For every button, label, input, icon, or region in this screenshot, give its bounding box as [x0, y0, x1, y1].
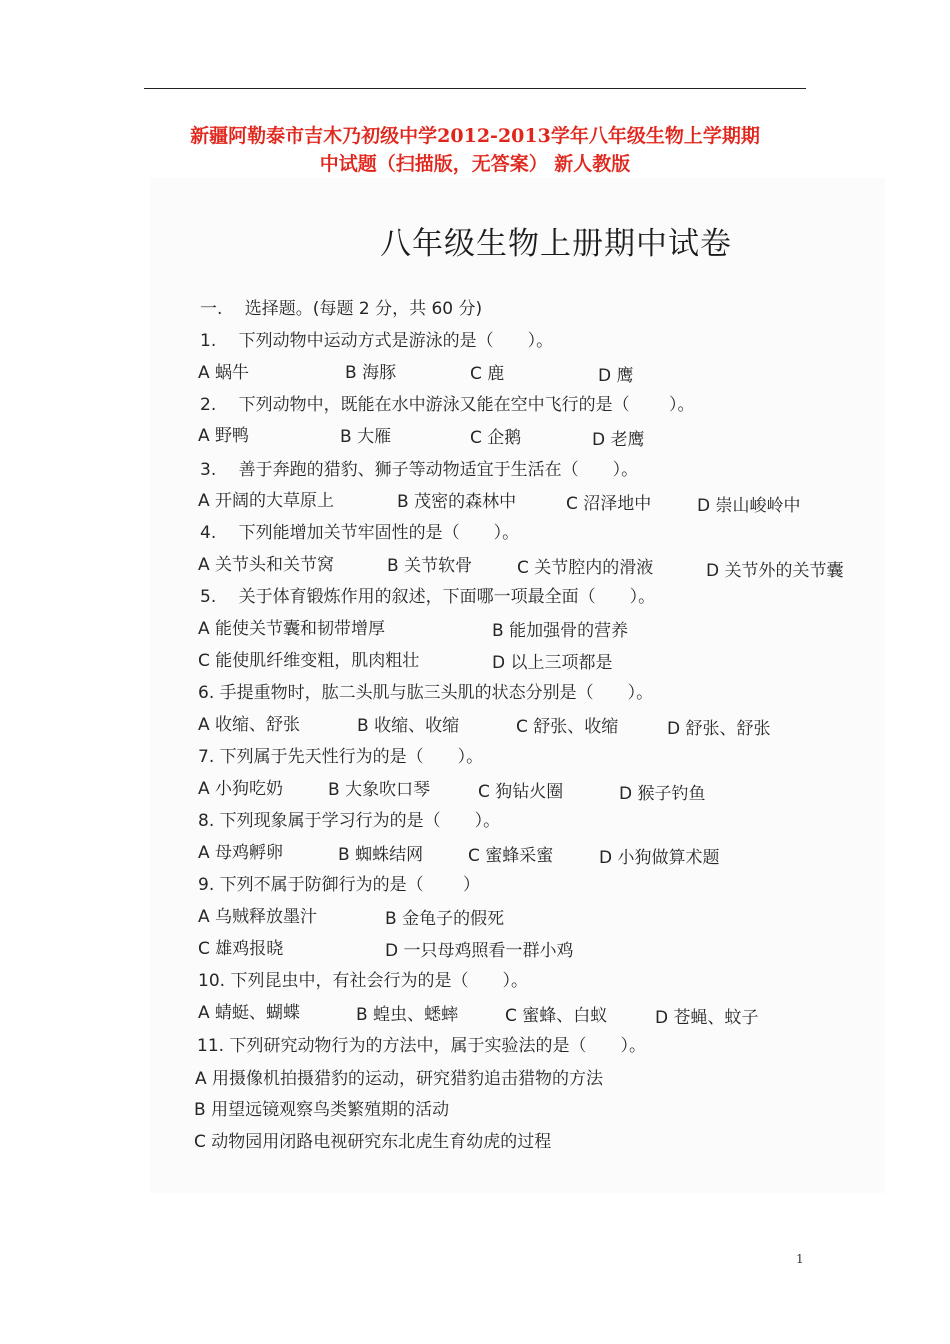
- question-7-option-d: D 猴子钓鱼: [619, 784, 706, 804]
- question-9-option-d: D 一只母鸡照看一群小鸡: [385, 941, 574, 961]
- question-9-option-c: C 雄鸡报晓: [198, 939, 284, 959]
- question-8-option-d: D 小狗做算术题: [599, 848, 720, 868]
- question-1-option-c: C 鹿: [470, 364, 505, 384]
- question-4-option-a: A 关节头和关节窝: [198, 555, 335, 575]
- question-8-stem: 8. 下列现象属于学习行为的是（ ）。: [198, 811, 501, 831]
- question-6-stem: 6. 手提重物时，肱二头肌与肱三头肌的状态分别是（ ）。: [198, 683, 654, 703]
- question-2-stem: 2. 下列动物中，既能在水中游泳又能在空中飞行的是（ ）。: [200, 395, 695, 415]
- question-9-option-a: A 乌贼释放墨汁: [198, 907, 318, 927]
- question-4-option-b: B 关节软骨: [387, 556, 473, 576]
- question-3-option-a: A 开阔的大草原上: [198, 491, 335, 511]
- question-11-option-c: C 动物园用闭路电视研究东北虎生育幼虎的过程: [194, 1132, 552, 1152]
- question-10-option-a: A 蜻蜓、蝴蝶: [198, 1003, 301, 1023]
- section-heading: 一. 选择题。(每题 2 分，共 60 分): [200, 299, 483, 319]
- question-1-stem: 1. 下列动物中运动方式是游泳的是（ ）。: [200, 331, 554, 351]
- question-5-option-a: A 能使关节囊和韧带增厚: [198, 619, 386, 639]
- question-9-option-b: B 金龟子的假死: [385, 909, 505, 929]
- question-10-option-d: D 苍蝇、蚊子: [655, 1008, 759, 1028]
- question-11-option-b: B 用望远镜观察鸟类繁殖期的活动: [194, 1100, 450, 1120]
- question-8-option-a: A 母鸡孵卵: [198, 843, 284, 863]
- question-8-option-c: C 蜜蜂采蜜: [468, 846, 554, 866]
- question-7-option-a: A 小狗吃奶: [198, 779, 284, 799]
- question-6-option-d: D 舒张、舒张: [667, 719, 771, 739]
- question-11-stem: 11. 下列研究动物行为的方法中，属于实验法的是（ ）。: [197, 1036, 646, 1056]
- question-7-option-b: B 大象吹口琴: [328, 780, 431, 800]
- document-title: [120, 122, 830, 178]
- question-9-stem: 9. 下列不属于防御行为的是（ ）: [198, 875, 481, 895]
- question-1-option-d: D 鹰: [598, 366, 634, 386]
- question-3-option-c: C 沼泽地中: [566, 494, 652, 514]
- question-2-option-c: C 企鹅: [470, 428, 522, 448]
- question-3-stem: 3. 善于奔跑的猎豹、狮子等动物适宜于生活在（ ）。: [200, 460, 639, 480]
- question-2-option-d: D 老鹰: [592, 430, 645, 450]
- question-2-option-a: A 野鸭: [198, 426, 250, 446]
- question-5-stem: 5. 关于体育锻炼作用的叙述，下面哪一项最全面（ ）。: [200, 587, 656, 607]
- question-4-stem: 4. 下列能增加关节牢固性的是（ ）。: [200, 523, 520, 543]
- question-10-stem: 10. 下列昆虫中，有社会行为的是（ ）。: [198, 971, 528, 991]
- question-6-option-a: A 收缩、舒张: [198, 715, 301, 735]
- question-11-option-a: A 用摄像机拍摄猎豹的运动，研究猎豹追击猎物的方法: [195, 1069, 604, 1089]
- header-rule: [144, 88, 806, 89]
- question-5-option-c: C 能使肌纤维变粗，肌肉粗壮: [198, 651, 420, 671]
- page-number: 1: [796, 1252, 804, 1266]
- question-5-option-b: B 能加强骨的营养: [492, 621, 629, 641]
- question-10-option-c: C 蜜蜂、白蚁: [505, 1006, 608, 1026]
- question-1-option-b: B 海豚: [345, 363, 397, 383]
- question-6-option-b: B 收缩、收缩: [357, 716, 460, 736]
- question-10-option-b: B 蝗虫、蟋蟀: [356, 1005, 459, 1025]
- exam-title: 八年级生物上册期中试卷: [380, 226, 732, 262]
- question-8-option-b: B 蜘蛛结网: [338, 845, 424, 865]
- question-4-option-d: D 关节外的关节囊: [706, 561, 844, 581]
- document-title-line-2: 中试题（扫描版，无答案） 新人教版: [319, 153, 631, 175]
- question-3-option-d: D 崇山峻岭中: [697, 496, 801, 516]
- question-5-option-d: D 以上三项都是: [492, 653, 613, 673]
- question-4-option-c: C 关节腔内的滑液: [517, 558, 654, 578]
- document-title-line-1: 新疆阿勒泰市吉木乃初级中学2012-2013学年八年级生物上学期期: [190, 125, 760, 147]
- question-7-stem: 7. 下列属于先天性行为的是（ ）。: [198, 747, 484, 767]
- question-6-option-c: C 舒张、收缩: [516, 717, 619, 737]
- question-7-option-c: C 狗钻火圈: [478, 782, 564, 802]
- question-3-option-b: B 茂密的森林中: [397, 492, 517, 512]
- question-2-option-b: B 大雁: [340, 427, 392, 447]
- question-1-option-a: A 蜗牛: [198, 363, 250, 383]
